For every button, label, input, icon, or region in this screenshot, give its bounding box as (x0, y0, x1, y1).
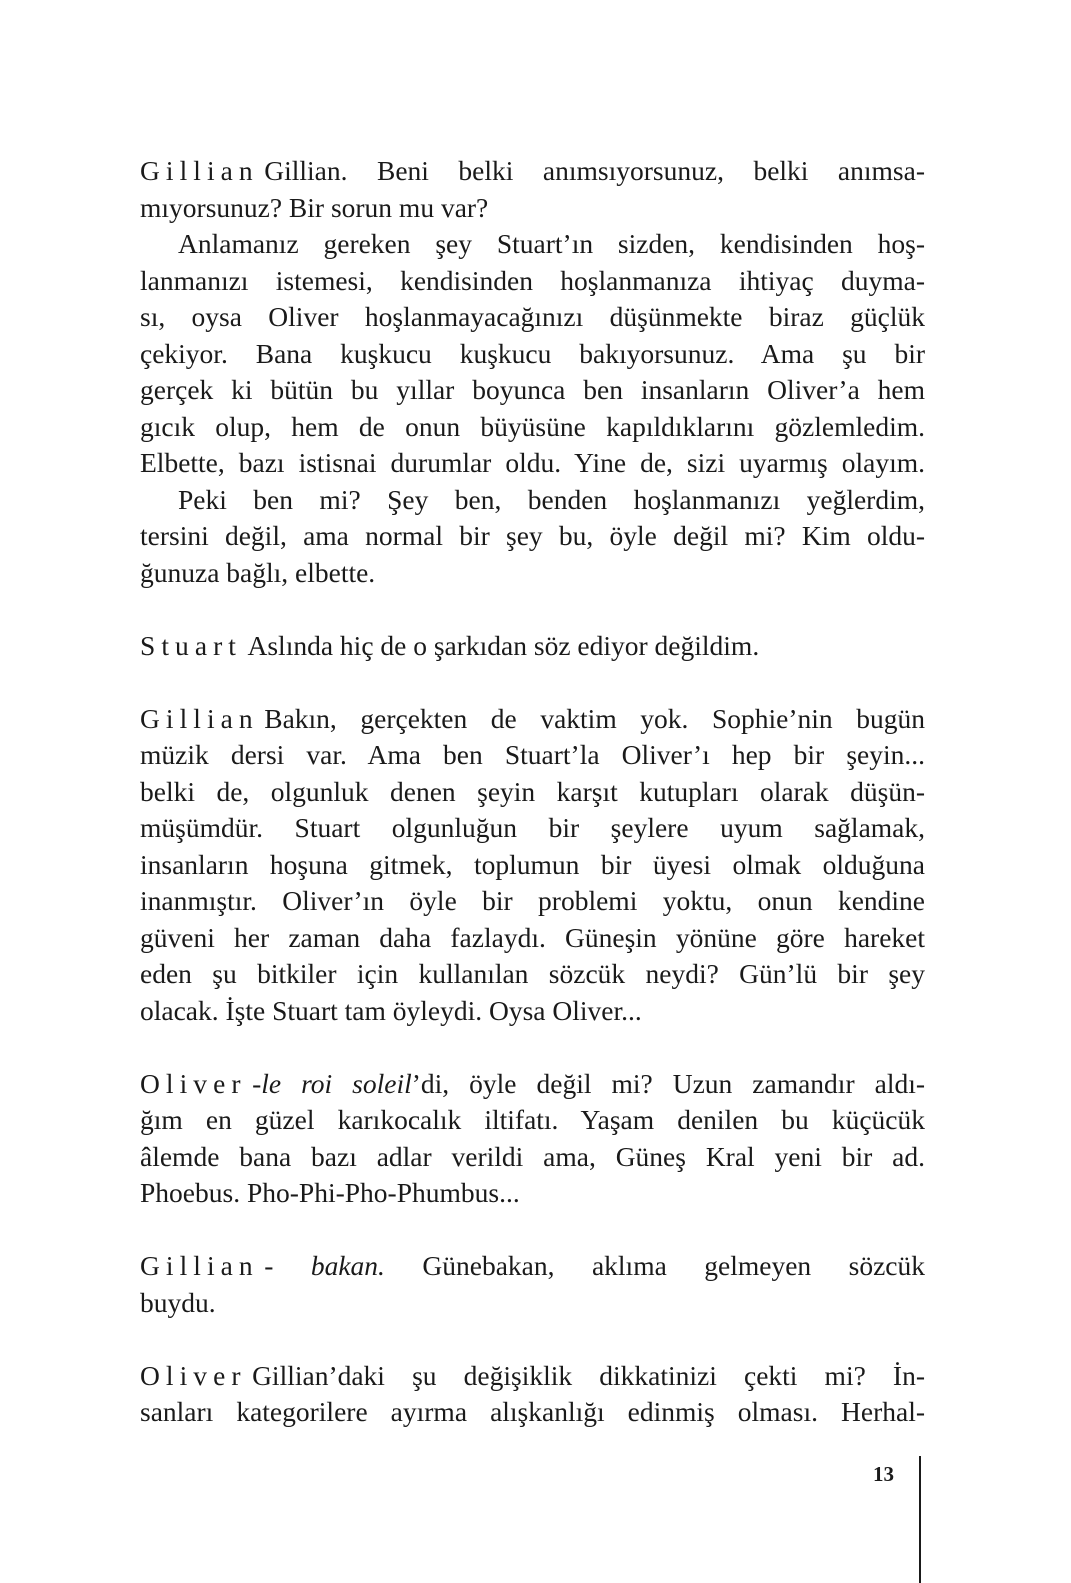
text-line: gerçek ki bütün bu yıllar boyunca ben insanların Oliver’a hem (140, 374, 925, 405)
speaker-name: Gillian (140, 702, 259, 734)
paragraph-gap (140, 664, 925, 701)
text-line: ğım en güzel karıkocalık iltifatı. Yaşam denilen bu küçücük (140, 1104, 925, 1135)
italic-phrase: - bakan. (264, 1250, 385, 1281)
text-line: Oliver -le roi soleil’di, öyle değil mi? Uzun zamandır aldı- (140, 1067, 926, 1099)
paragraph-gap (140, 591, 925, 628)
text-line: çekiyor. Bana kuşkucu kuşkucu bakıyorsunuz. Ama şu bir (140, 337, 925, 369)
speaker-name: Oliver (140, 1067, 247, 1099)
text-line: müşümdür. Stuart olgunluğun bir şeylere uyum sağlamak, (140, 812, 925, 843)
text-line: inanmıştır. Oliver’ın öyle bir problemi yoktu, onun kendine (140, 885, 925, 916)
text-line: lanmanızı istemesi, kendisinden hoşlanmanıza ihtiyaç duyma- (140, 264, 925, 296)
page-number: 13 (873, 1462, 894, 1486)
speaker-name: Gillian (140, 1250, 259, 1281)
text-line: Stuart Aslında hiç de o şarkıdan söz ediyor değildim. (140, 629, 760, 661)
text-line: mıyorsunuz? Bir sorun mu var? (140, 191, 489, 223)
text-line: eden şu bitkiler için kullanılan sözcük neydi? Gün’lü bir şey (140, 958, 925, 989)
text-line: olacak. İşte Stuart tam öyleydi. Oysa Oliver... (140, 994, 642, 1026)
speaker-name: Gillian (140, 155, 259, 186)
play-text (140, 153, 925, 1431)
text-line: insanların hoşuna gitmek, toplumun bir üyesi olmak olduğuna (140, 848, 925, 880)
text-line: müzik dersi var. Ama ben Stuart’la Oliver’ı hep bir şeyin... (140, 739, 925, 770)
text-line: âlemde bana bazı adlar verildi ama, Güneş Kral yeni bir ad. (140, 1140, 925, 1172)
speaker-name: Oliver (140, 1359, 247, 1391)
text-line: Phoebus. Pho-Phi-Pho-Phumbus... (140, 1177, 520, 1208)
text-line: Peki ben mi? Şey ben, benden hoşlanmanızı yeğlerdim, (178, 483, 925, 515)
text-line: buydu. (140, 1286, 216, 1318)
text-line: Oliver Gillian’daki şu değişiklik dikkatinizi çekti mi? İn- (140, 1359, 925, 1391)
italic-phrase: -le roi soleil (252, 1067, 412, 1099)
text-line: Gillian - bakan. Günebakan, aklıma gelmeyen sözcük (140, 1250, 925, 1281)
paragraph-gap (140, 1029, 925, 1066)
text-line: ğunuza bağlı, elbette. (140, 556, 376, 588)
paragraph-gap (140, 1321, 925, 1358)
paragraph-gap (140, 1212, 925, 1249)
text-line: Elbette, bazı istisnai durumlar oldu. Yine de, sizi uyarmış olayım. (140, 447, 925, 478)
text-line: belki de, olgunluk denen şeyin karşıt kutupları olarak düşün- (140, 775, 925, 807)
margin-rule (919, 1456, 921, 1583)
text-line: Anlamanız gereken şey Stuart’ın sizden, kendisinden hoş- (178, 228, 925, 259)
speaker-name: Stuart (140, 629, 242, 661)
text-line: sı, oysa Oliver hoşlanmayacağınızı düşünmekte biraz güçlük (140, 301, 925, 332)
text-line: sanları kategorilere ayırma alışkanlığı edinmiş olması. Herhal- (140, 1396, 925, 1427)
text-line: Gillian Bakın, gerçekten de vaktim yok. Sophie’nin bugün (140, 702, 925, 734)
text-line: güveni her zaman daha fazlaydı. Güneşin yönüne göre hareket (140, 921, 925, 953)
text-line: gıcık olup, hem de onun büyüsüne kapıldıklarını gözlemledim. (140, 410, 925, 442)
text-line: Gillian Gillian. Beni belki anımsıyorsunuz, belki anımsa- (140, 155, 925, 186)
text-line: tersini değil, ama normal bir şey bu, öyle değil mi? Kim oldu- (140, 520, 925, 551)
